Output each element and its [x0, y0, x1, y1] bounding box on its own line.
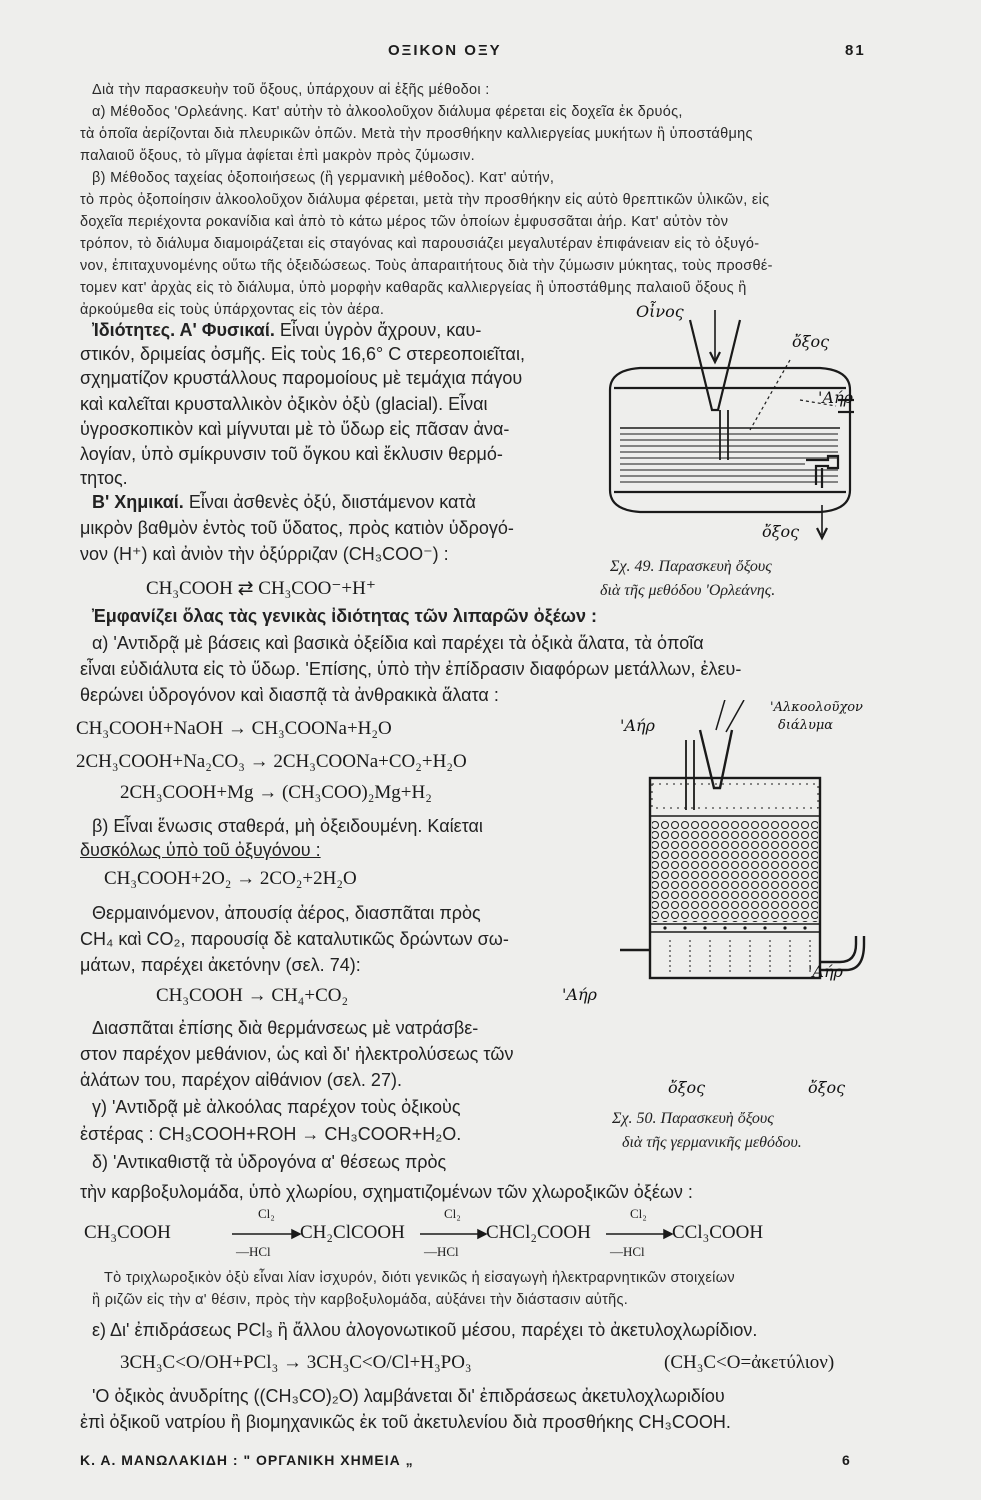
ionization-equation: CH₃COOH ⇄ CH₃COO⁻+H⁺ — [146, 578, 376, 599]
fig50-label-air-top: 'Αήρ — [620, 716, 655, 735]
intro-line: α) Μέθοδος 'Ορλεάνης. Κατ' αὐτὴν τὸ ἀλκοολοῦχον διάλυμα φέρεται εἰς δοχεῖα ἐκ δρυός, — [92, 104, 683, 120]
reaction-b3-line: ἁλάτων του, παρέχον αἰθάνιον (σελ. 27). — [80, 1070, 402, 1090]
physical-line: λογίαν, ὑπὸ σμίκρυνσιν τοῦ ὄγκου καὶ ἔκλυσιν θερμό- — [80, 444, 503, 464]
fig49-label-vinegar-top: ὄξος — [792, 332, 830, 351]
physical-line: τητος. — [80, 468, 128, 488]
page-number: 81 — [845, 42, 866, 59]
reaction-b3-line: στον παρέχον μεθάνιον, ὡς καὶ δι' ἠλεκτρολύσεως τῶν — [80, 1044, 514, 1064]
chain-compound: CCl₃COOH — [672, 1222, 764, 1243]
general-properties-heading: Ἐμφανίζει ὅλας τὰς γενικὰς ἰδιότητας τῶν λιπαρῶν ὀξέων : — [92, 606, 597, 626]
reaction-b-line: δυσκόλως ὑπὸ τοῦ ὀξυγόνου : — [80, 840, 321, 860]
reaction-b2-equation: CH₃COOH → CH₄+CO₂ — [156, 985, 349, 1006]
intro-line: ἀρκούμεθα εἰς τοὺς ὑπάρχοντας εἰς τὸν ἀέρα. — [80, 302, 385, 318]
reaction-b2-line: CH₄ καὶ CO₂, παρουσίᾳ δὲ καταλυτικῶς δρώντων σω- — [80, 929, 509, 949]
physical-line: Εἶναι ὑγρὸν ἄχρουν, καυ- — [279, 320, 482, 340]
fig50-label-air-right: 'Αήρ — [808, 962, 843, 981]
chain-byproduct: —HCl — [610, 1244, 645, 1259]
chain-byproduct: —HCl — [236, 1244, 271, 1259]
anhydride-line: ἐπὶ ὀξικοῦ νατρίου ἢ βιομηχανικῶς ἐκ τοῦ ἀκετυλενίου διὰ προσθήκης CH₃COOH. — [80, 1412, 731, 1432]
reaction-b2-line: Θερμαινόμενον, ἀπουσίᾳ ἀέρος, διασπᾶται πρὸς — [92, 903, 481, 923]
chain-byproduct: —HCl — [424, 1244, 459, 1259]
reaction-d-line: τὴν καρβοξυλομάδα, ὑπὸ χλωρίου, σχηματιζομένων τῶν χλωροξικῶν ὀξέων : — [80, 1182, 693, 1202]
intro-line: νον, ἐπιταχυνομένης οὕτω τῆς ὀξειδώσεως. Τοὺς ἀπαραιτήτους διὰ τὴν ζύμωσιν μύκητας, τοὺς προσθέ- — [80, 258, 773, 274]
reaction-b-line: β) Εἶναι ἕνωσις σταθερά, μὴ ὀξειδουμένη. Καίεται — [92, 816, 483, 836]
reaction-b-equation: CH₃COOH+2O₂ → 2CO₂+2H₂O — [104, 868, 357, 889]
fig50-label-vinegar-left: ὄξος — [668, 1078, 706, 1097]
chain-reagent: Cl₂ — [258, 1206, 275, 1221]
reaction-a-line: θερώνει ὑδρογόνον καὶ διασπᾷ τὰ ἀνθρακικὰ ἅλατα : — [80, 685, 499, 705]
note-line: Τὸ τριχλωροξικὸν ὀξὺ εἶναι λίαν ἰσχυρόν, διότι γενικῶς ἡ εἰσαγωγὴ ἠλεκτραρνητικῶν στοιχείων — [104, 1270, 735, 1286]
fig50-caption-line: διὰ τῆς γερμανικῆς μεθόδου. — [622, 1134, 802, 1151]
chain-compound: CH₃COOH — [84, 1222, 171, 1243]
physical-heading: Ἰδιότητες. Α' Φυσικαί. — [92, 320, 275, 340]
fig50-label-air-left: 'Αήρ — [562, 985, 597, 1004]
fig49-caption-line: Σχ. 49. Παρασκευὴ ὄξους — [610, 558, 772, 575]
chemical-line: μικρὸν βαθμὸν ἐντὸς τοῦ ὕδατος, πρὸς κατιὸν ὑδρογό- — [80, 518, 514, 538]
fig49-label-vinegar-out: ὄξος — [762, 522, 800, 541]
reaction-b3-line: Διασπᾶται ἐπίσης διὰ θερμάνσεως μὲ νατράσβε- — [92, 1018, 479, 1038]
reaction-g-line: γ) 'Αντιδρᾷ μὲ ἀλκοόλας παρέχον τοὺς ὀξικοὺς — [92, 1097, 461, 1117]
fig50-caption-line: Σχ. 50. Παρασκευὴ ὄξους — [612, 1110, 774, 1127]
physical-line: σχηματίζον κρυστάλλους παρομοίους μὲ τεμάχια πάγου — [80, 368, 523, 388]
fig50-label-vinegar-right: ὄξος — [808, 1078, 846, 1097]
chemical-line: Εἶναι ἀσθενὲς ὀξύ, διιστάμενον κατὰ — [188, 492, 476, 512]
chain-compound: CHCl₂COOH — [486, 1222, 591, 1243]
anhydride-line: 'Ο ὀξικὸς ἀνυδρίτης ((CH₃CO)₂O) λαμβάνεται δι' ἐπιδράσεως ἀκετυλοχλωριδίου — [92, 1386, 725, 1406]
intro-line: τὰ ὁποῖα ἀερίζονται διὰ πλευρικῶν ὀπῶν. Μετὰ τὴν προσθήκην καλλιεργείας μυκήτων ἢ ὑποστάθμης — [80, 126, 753, 142]
footer-book: " ΟΡΓΑΝΙΚΗ ΧΗΜΕΙΑ „ — [243, 1452, 414, 1468]
chemical-line: νον (H⁺) καὶ ἀνιὸν τὴν ὀξύρριζαν (CH₃COO⁻) : — [80, 544, 449, 564]
intro-line: τομεν κατ' ἀρχὰς εἰς τὸ διάλυμα, ὑπὸ μορφὴν καθαρᾶς καλλιεργείας ἢ ὑποστάθμης παλαιοῦ ὄξους ἢ — [80, 280, 747, 296]
running-header: ΟΞΙΚΟΝ ΟΞΥ — [388, 42, 502, 59]
reaction-a-equation: 2CH₃COOH+Mg → (CH₃COO)₂Mg+H₂ — [120, 782, 432, 803]
fig49-caption-line: διὰ τῆς μεθόδου 'Ορλεάνης. — [600, 582, 776, 599]
chain-reagent: Cl₂ — [630, 1206, 647, 1221]
reaction-d-line: δ) 'Αντικαθιστᾷ τὰ ὑδρογόνα α' θέσεως πρὸς — [92, 1152, 447, 1172]
chain-reagent: Cl₂ — [444, 1206, 461, 1221]
reaction-a-line: εἶναι εὐδιάλυτα εἰς τὸ ὕδωρ. 'Επίσης, ὑπὸ τὴν ἐπίδρασιν διαφόρων μετάλλων, ἐλευ- — [80, 659, 742, 679]
acetyl-definition: (CH₃C<O=ἀκετύλιον) — [664, 1352, 835, 1373]
fig49-label-wine: Οἶνος — [636, 302, 684, 321]
note-line: ἢ ριζῶν εἰς τὴν α' θέσιν, πρὸς τὴν καρβοξυλομάδα, αὐξάνει τὴν διάστασιν αὐτῆς. — [92, 1292, 629, 1308]
physical-line: στικόν, δριμείας ὀσμῆς. Εἰς τοὺς 16,6° C στερεοποιεῖται, — [80, 344, 525, 364]
reaction-e-equation: 3CH₃C<O/OH+PCl₃ → 3CH₃C<O/Cl+H₃PO₃ — [120, 1352, 472, 1373]
reaction-a-equation: 2CH₃COOH+Na₂CO₃ → 2CH₃COONa+CO₂+H₂O — [76, 751, 467, 772]
footer-signature: 6 — [842, 1452, 851, 1468]
physical-line: καὶ καλεῖται κρυσταλλικὸν ὀξικὸν ὀξὺ (glacial). Εἶναι — [80, 394, 488, 414]
intro-line: τρόπον, τὸ διάλυμα διαμοιράζεται εἰς σταγόνας καὶ παρουσιάζει μεγαλυτέραν ἐπιφάνειαν εἰς τὸ ὀξυγό- — [80, 236, 760, 252]
reaction-e-line: ε) Δι' ἐπιδράσεως PCl₃ ἢ ἄλλου ἀλογονωτικοῦ μέσου, παρέχει τὸ ἀκετυλοχλωρίδιον. — [92, 1320, 758, 1340]
reaction-b2-line: μάτων, παρέχει ἀκετόνην (σελ. 74): — [80, 955, 361, 975]
fig49-label-air: 'Αήρ — [818, 388, 853, 407]
intro-line: Διὰ τὴν παρασκευὴν τοῦ ὄξους, ὑπάρχουν αἱ ἑξῆς μέθοδοι : — [92, 82, 490, 98]
intro-line: παλαιοῦ ὄξους, τὸ μῖγμα ἀφίεται ἐπὶ μακρὸν πρὸς ζύμωσιν. — [80, 148, 475, 164]
fig50-label-alcohol: 'Αλκοολοῦχον — [770, 700, 863, 715]
chain-compound: CH₂ClCOOH — [300, 1222, 405, 1243]
intro-line: τὸ πρὸς ὀξοποίησιν ἀλκοολοῦχον διάλυμα φέρεται, μετὰ τὴν προσθήκην εἰς αὐτὸ θρεπτικῶν ὑλικῶν, εἰς — [80, 192, 770, 208]
reaction-a-line: α) 'Αντιδρᾷ μὲ βάσεις καὶ βασικὰ ὀξείδια καὶ παρέχει τὰ ὀξικὰ ἅλατα, τὰ ὁποῖα — [92, 633, 704, 653]
intro-line: β) Μέθοδος ταχείας ὀξοποιήσεως (ἢ γερμανικὴ μέθοδος). Κατ' αὐτήν, — [92, 170, 555, 186]
chemical-heading: Β' Χημικαί. — [92, 492, 184, 512]
fig50-label-solution: διάλυμα — [778, 718, 834, 733]
reaction-g-line: ἐστέρας : CH₃COOH+ROH → CH₃COOR+H₂O. — [80, 1124, 462, 1144]
physical-line: ὑγροσκοπικὸν καὶ μίγνυται μὲ τὸ ὕδωρ εἰς πᾶσαν ἀνα- — [80, 419, 510, 439]
reaction-a-equation: CH₃COOH+NaOH → CH₃COONa+H₂O — [76, 718, 392, 739]
footer-author: Κ. Α. ΜΑΝΩΛΑΚΙΔΗ : — [80, 1452, 239, 1468]
intro-line: δοχεῖα περιέχοντα ροκανίδια καὶ ἀπὸ τὸ κάτω μέρος τῶν ὁποίων ἐμφυσσᾶται ἀήρ. Κατ' αὐτὸν τὸν — [80, 214, 729, 230]
